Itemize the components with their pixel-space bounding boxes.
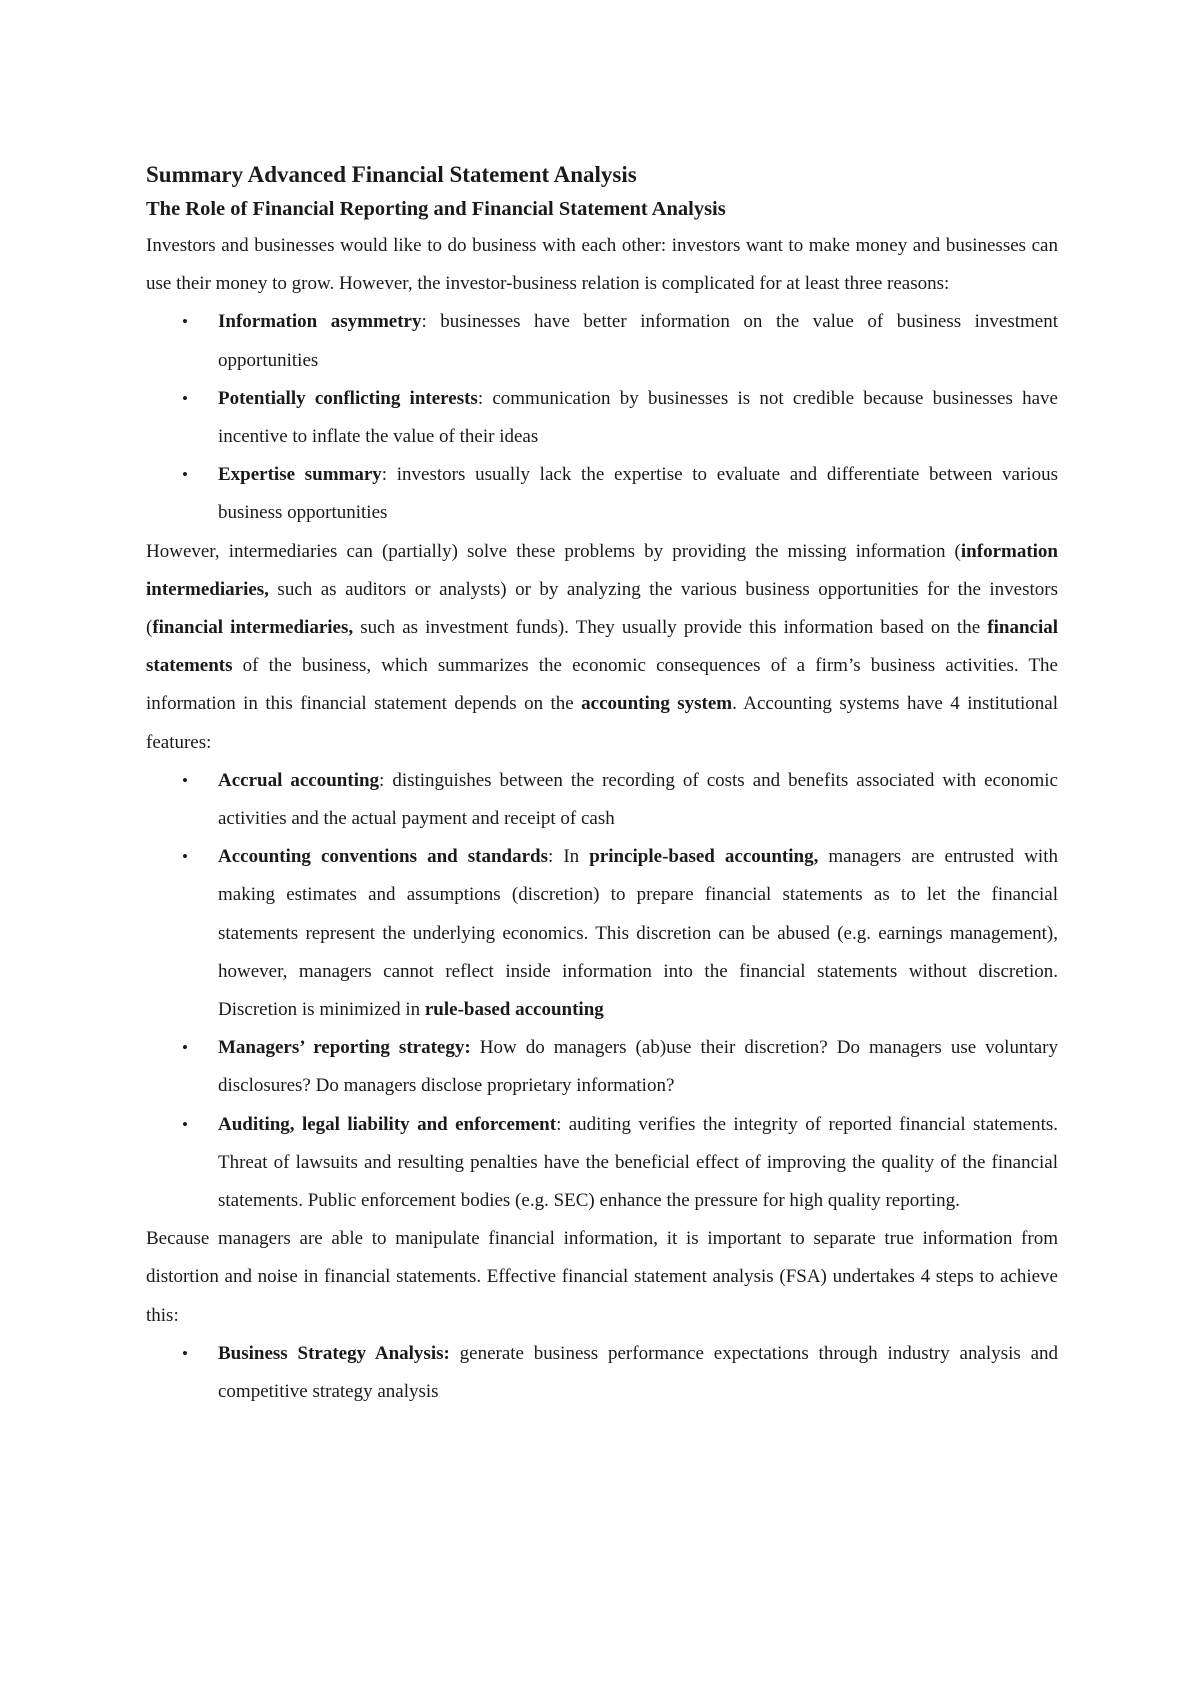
list-item xyxy=(182,1106,1058,1221)
bold-term: Auditing, legal liability and enforcement xyxy=(218,1113,557,1135)
bullet-icon: • xyxy=(182,847,188,867)
bold-term: Accounting conventions and standards xyxy=(218,846,549,868)
item-text: : investors usually lack the expertise to evaluate and differentiate between various business opportunities xyxy=(218,464,1058,524)
item-text: : distinguishes between the recording of costs and benefits associated with economic activities and the actual payment and receipt of cash xyxy=(218,769,1058,830)
paragraph-text: such as investment funds). They usually provide this information based on the xyxy=(353,617,988,639)
fsa-paragraph: Because managers are able to manipulate financial information, it is important to separate true information from distortion and noise in financial statements. Effective financial statement analysis (FSA) undertakes 4 steps to achieve this: xyxy=(146,1228,1058,1326)
list-item xyxy=(182,1029,1058,1105)
steps-list xyxy=(146,1335,1058,1411)
bold-term: principle-based accounting, xyxy=(589,846,819,868)
bullet-icon: • xyxy=(182,1343,188,1363)
bullet-icon: • xyxy=(182,312,188,332)
bullet-icon: • xyxy=(182,1038,188,1058)
document-title: Summary Advanced Financial Statement Analysis xyxy=(146,162,637,187)
paragraph-text: . Accounting systems have 4 institutional features: xyxy=(146,693,1058,753)
list-item xyxy=(182,303,1059,379)
list-item xyxy=(182,380,1058,456)
bullet-icon: • xyxy=(182,770,188,790)
list-item xyxy=(182,456,1058,532)
bold-term: financial intermediaries, xyxy=(152,617,354,639)
bold-term: rule-based accounting xyxy=(424,999,604,1021)
bullet-icon: • xyxy=(182,388,188,408)
section-heading: The Role of Financial Reporting and Financial Statement Analysis xyxy=(146,198,726,220)
item-text: : In xyxy=(548,846,590,868)
item-text: : communication by businesses is not credible because businesses have incentive to inflate the value of their ideas xyxy=(218,387,1058,448)
list-item xyxy=(182,762,1058,838)
list-item xyxy=(182,1335,1059,1411)
list-item xyxy=(182,838,1058,1029)
intermediaries-paragraph xyxy=(146,533,1058,762)
bold-term: accounting system xyxy=(581,693,733,715)
bold-term: Expertise summary xyxy=(218,464,382,486)
document-page xyxy=(146,158,1058,1411)
intro-paragraph: Investors and businesses would like to do business with each other: investors want to make money and businesses can use their money to grow. However, the investor-business relation is complicated for at least three reasons: xyxy=(146,235,1058,295)
bold-term: Information asymmetry xyxy=(218,311,422,333)
bold-term: Business Strategy Analysis: xyxy=(218,1342,450,1364)
item-text: How do managers (ab)use their discretion? Do managers use voluntary disclosures? Do managers disclose proprietary information? xyxy=(218,1037,1058,1097)
bold-term: financial statements xyxy=(146,617,1059,677)
features-list xyxy=(146,762,1058,1220)
paragraph-text: of the business, which summarizes the economic consequences of a firm’s business activities. The information in this financial statement depends on the xyxy=(146,655,1058,715)
item-text: : businesses have better information on the value of business investment opportunities xyxy=(218,311,1059,371)
bullet-icon: • xyxy=(182,465,188,485)
reasons-list xyxy=(146,303,1058,532)
item-text: : auditing verifies the integrity of reported financial statements. Threat of lawsuits and resulting penalties have the beneficial effect of improving the quality of the financial statements. Public enforcement bodies (e.g. SEC) enhance the pressure for high quality reporting. xyxy=(218,1113,1058,1212)
bold-term: Accrual accounting xyxy=(218,769,380,791)
bold-term: Managers’ reporting strategy: xyxy=(218,1037,471,1059)
item-text: generate business performance expectations through industry analysis and competitive strategy analysis xyxy=(218,1342,1059,1403)
paragraph-text: such as auditors or analysts) or by analyzing the various business opportunities for the investors ( xyxy=(146,578,1058,639)
paragraph-text: However, intermediaries can (partially) solve these problems by providing the missing information ( xyxy=(146,540,961,562)
bold-term: Potentially conflicting interests xyxy=(218,387,478,409)
bullet-icon: • xyxy=(182,1114,188,1134)
bold-term: information intermediaries, xyxy=(146,540,1058,600)
item-text: managers are entrusted with making estimates and assumptions (discretion) to prepare financial statements as to let the financial statements represent the underlying economics. This discretion can be abused (e.g. earnings management), however, managers cannot reflect inside information into the financial statements without discretion. Discretion is minimized in xyxy=(218,846,1058,1021)
